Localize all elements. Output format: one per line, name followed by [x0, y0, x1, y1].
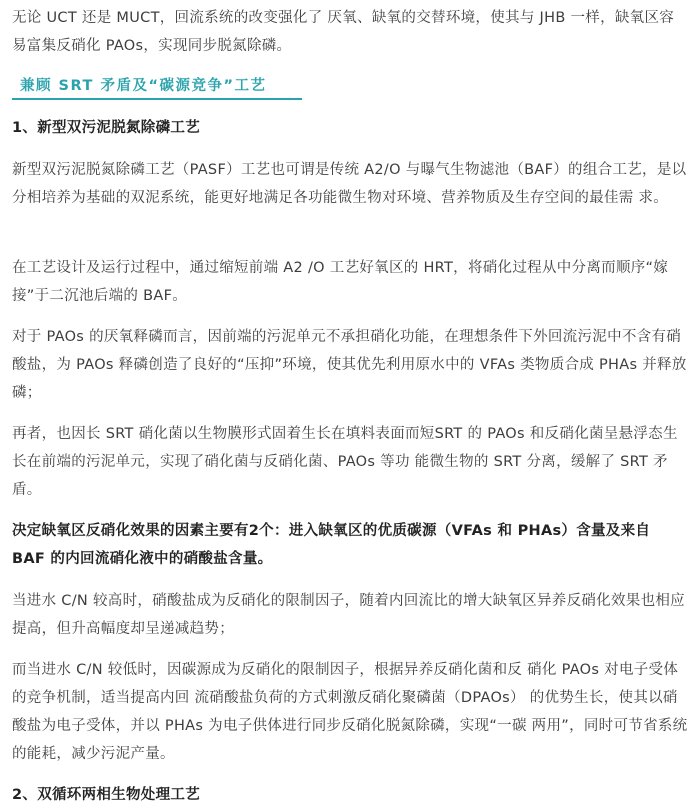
subsection-title-1: 1、新型双污泥脱氮除磷工艺 — [12, 120, 200, 136]
paragraph-4: 再者，也因长 SRT 硝化菌以生物膜形式固着生长在填料表面而短SRT 的 PAOs 和反硝化菌呈悬浮态生长在前端的污泥单元，实现了硝化菌与反硝化菌、PAOs 等功 能微生物的 SRT 分离，缓解了 SRT 矛盾。 — [12, 426, 678, 498]
section-heading — [12, 72, 302, 104]
paragraph-2: 在工艺设计及运行过程中，通过缩短前端 A2 /O 工艺好氧区的 HRT，将硝化过程从中分离而顺序“嫁接”于二沉池后端的 BAF。 — [12, 260, 669, 304]
intro-paragraph: 无论 UCT 还是 MUCT，回流系统的改变强化了 厌氧、缺氧的交替环境，使其与 JHB 一样，缺氧区容易富集反硝化 PAOs，实现同步脱氮除磷。 — [12, 10, 675, 54]
section-heading-underline — [12, 98, 302, 100]
paragraph-1: 新型双污泥脱氮除磷工艺（PASF）工艺也可谓是传统 A2/O 与曝气生物滤池（BAF）的组合工艺，是以分相培养为基础的双泥系统，能更好地满足各功能微生物对环境、营养物质及生存空间的最佳需 求。 — [12, 162, 687, 206]
subsection-title-2: 2、双循环两相生物处理工艺 — [12, 787, 200, 803]
paragraph-7: 而当进水 C/N 较低时，因碳源成为反硝化的限制因子，根据异养反硝化菌和反 硝化 PAOs 对电子受体的竞争机制，适当提高内回 流硝酸盐负荷的方式刺激反硝化聚磷菌（DPAOs） 的优势生长，使其以硝酸盐为电子受体，并以 PHAs 为电子供体进行同步反硝化脱氮除磷，实现“一碳 两用”，同时可节省系统的能耗，减少污泥产量。 — [12, 662, 688, 762]
paragraph-6: 当进水 C/N 较高时，硝酸盐成为反硝化的限制因子，随着内回流比的增大缺氧区异养反硝化效果也相应提高，但升高幅度却呈递减趋势； — [12, 593, 685, 637]
paragraph-5-bold: 决定缺氧区反硝化效果的因素主要有2个：进入缺氧区的优质碳源（VFAs 和 PHAs）含量及来自 BAF 的内回流硝化液中的硝酸盐含量。 — [12, 523, 651, 567]
section-heading-text: 兼顾 SRT 矛盾及“碳源竞争”工艺 — [20, 78, 267, 94]
paragraph-3: 对于 PAOs 的厌氧释磷而言，因前端的污泥单元不承担硝化功能，在理想条件下外回流污泥中不含有硝酸盐，为 PAOs 释磷创造了良好的“压抑”环境，使其优先利用原水中的 VFAs 类物质合成 PHAs 并释放磷； — [12, 329, 687, 401]
